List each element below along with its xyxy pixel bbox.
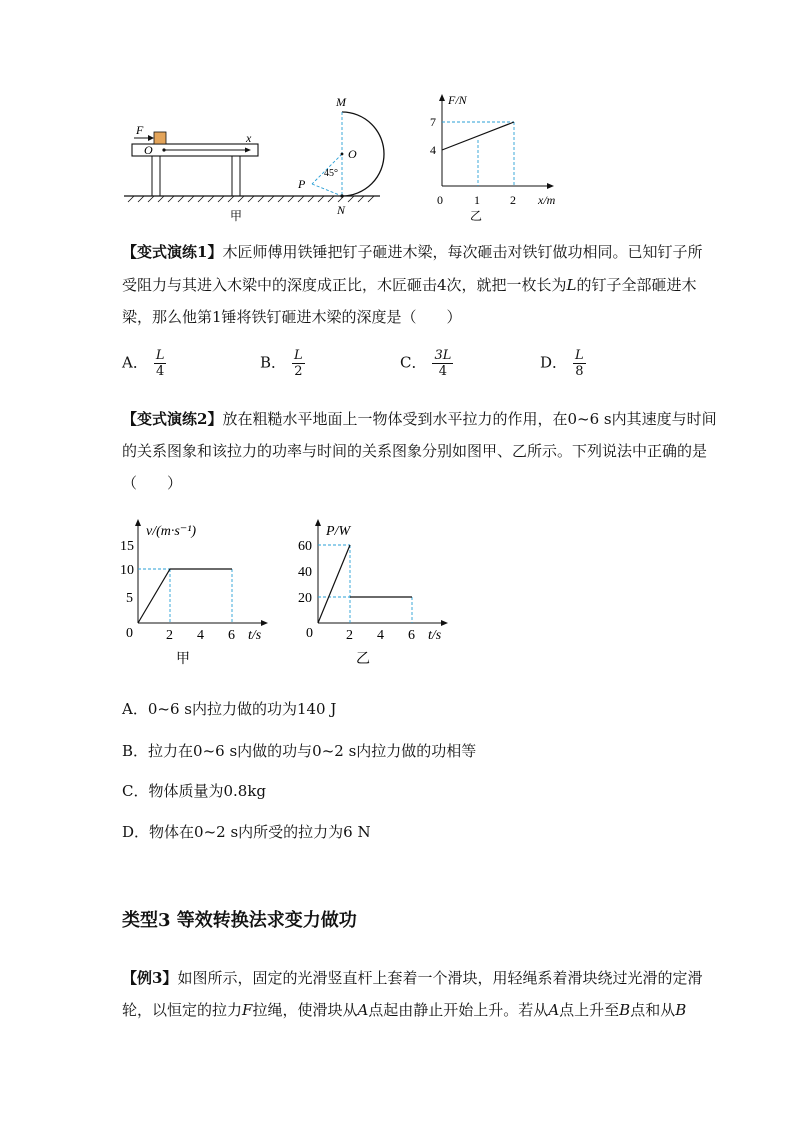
graph-P-t	[294, 515, 454, 670]
q2-option-b[interactable]: B．拉力在0~6 s内做的功与0~2 s内拉力做的功相等	[122, 742, 477, 760]
q1-option-a[interactable]: A． $\frac{L}{4}$	[122, 348, 165, 379]
q1-option-d[interactable]: D． $\frac{L}{8}$	[540, 348, 584, 379]
q1-line-1: 【变式演练1】木匠师傅用铁锤把钉子砸进木梁，每次砸击对铁钉做功相同。已知钉子所	[122, 243, 703, 261]
caption-jia-1: 甲	[230, 209, 243, 223]
tick-4: 4	[430, 143, 436, 157]
x-arrow-icon	[245, 148, 251, 153]
block	[154, 132, 166, 144]
label-angle: 45°	[324, 168, 338, 179]
label-O-circle: O	[348, 147, 357, 161]
label-N: N	[337, 203, 346, 217]
caption-yi-2: 乙	[356, 652, 370, 667]
label-F: F	[136, 123, 144, 137]
v-x-axis-label: t/s	[248, 628, 262, 643]
section-title: 类型3 等效转换法求变力做功	[122, 910, 357, 931]
example3-line-1: 【例3】如图所示，固定的光滑竖直杆上套着一个滑块，用轻绳系着滑块绕过光滑的定滑	[122, 969, 703, 987]
graph-v-t	[116, 515, 276, 670]
q2-line-3: （ ）	[122, 474, 183, 492]
example3-tag: 【例3】	[122, 969, 178, 987]
tick-1: 1	[474, 193, 480, 207]
p-tick-6: 6	[408, 628, 415, 643]
graph-F-x	[430, 93, 556, 223]
p-tick-60: 60	[298, 539, 312, 554]
v-tick-5: 5	[126, 591, 133, 606]
v-tick-15: 15	[120, 539, 134, 554]
axis-label-x: x/m	[538, 193, 556, 207]
q2-line-1: 【变式演练2】放在粗糙水平地面上一物体受到水平拉力的作用，在0~6 s内其速度与时间	[122, 410, 717, 428]
p-x-axis-label: t/s	[428, 628, 442, 643]
axis-label-F: F/N	[448, 93, 467, 107]
v-tick-2: 2	[166, 628, 173, 643]
q2-option-d[interactable]: D．物体在0~2 s内所受的拉力为6 N	[122, 823, 371, 841]
caption-jia-2: 甲	[176, 652, 190, 667]
label-M: M	[336, 95, 346, 109]
v-tick-4: 4	[197, 628, 204, 643]
table-leg-left	[152, 156, 160, 196]
p-tick-4: 4	[377, 628, 384, 643]
q2-option-a[interactable]: A．0~6 s内拉力做的功为140 J	[122, 700, 337, 718]
force-arrow-icon	[148, 135, 154, 141]
figure-1	[118, 92, 568, 227]
caption-yi-1: 乙	[470, 209, 483, 223]
p-tick-2: 2	[346, 628, 353, 643]
q2-option-c[interactable]: C．物体质量为0.8kg	[122, 782, 267, 800]
tick-0: 0	[437, 193, 443, 207]
v-tick-6: 6	[228, 628, 235, 643]
series-line-P-t-rise	[318, 545, 350, 623]
tick-7: 7	[430, 115, 436, 129]
series-line-v-t	[138, 569, 232, 623]
q1-option-b[interactable]: B． $\frac{L}{2}$	[260, 348, 303, 379]
table-leg-right	[232, 156, 240, 196]
example3-line-2: 轮，以恒定的拉力F拉绳，使滑块从A点起由静止开始上升。若从A点上升至B点和从B	[122, 1001, 687, 1019]
q1-line-2: 受阻力与其进入木梁中的深度成正比，木匠砸击4次，就把一枚长为L的钉子全部砸进木	[122, 276, 697, 294]
q1-line-3: 梁，那么他第1锤将铁钉砸进木梁的深度是（ ）	[122, 308, 462, 326]
tick-2: 2	[510, 193, 516, 207]
v-axis-label: v/(m·s⁻¹)	[146, 524, 197, 539]
p-axis-label: P/W	[326, 524, 351, 539]
label-x: x	[246, 131, 252, 145]
q1-option-c[interactable]: C． $\frac{3L}{4}$	[400, 348, 452, 379]
ground-hatching	[128, 196, 374, 202]
label-O-table: O	[144, 143, 153, 157]
v-tick-10: 10	[120, 563, 134, 578]
p-tick-40: 40	[298, 565, 312, 580]
p-tick-20: 20	[298, 591, 312, 606]
q2-tag: 【变式演练2】	[122, 410, 223, 428]
q2-line-2: 的关系图象和该拉力的功率与时间的关系图象分别如图甲、乙所示。下列说法中正确的是	[122, 442, 708, 460]
v-origin: 0	[126, 626, 133, 641]
label-P: P	[298, 177, 306, 191]
q1-tag: 【变式演练1】	[122, 243, 223, 261]
p-origin: 0	[306, 626, 313, 641]
